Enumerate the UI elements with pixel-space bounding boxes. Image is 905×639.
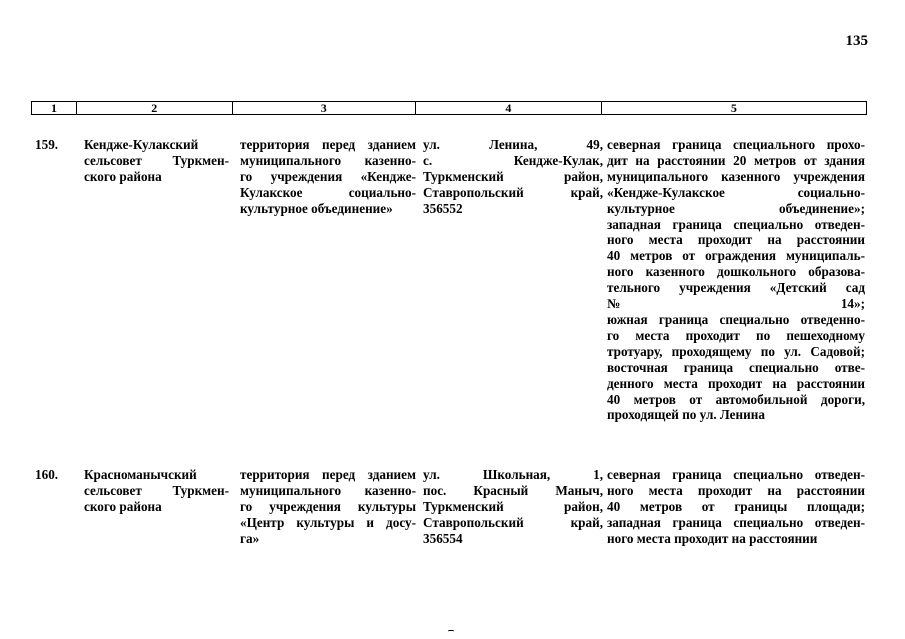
text-line: го учреждения культуры [240, 498, 416, 514]
municipality-name [84, 137, 229, 185]
text-line: 40 метров от ограждения муниципаль- [607, 248, 865, 264]
text-line: западная граница специально отведен- [607, 216, 865, 232]
text-line: го учреждения «Кендже- [240, 168, 416, 184]
text-line: культурное объединение» [240, 200, 393, 216]
text-line: ул. Ленина, 49, [423, 137, 603, 152]
text-line: с. Кендже-Кулак, [423, 152, 603, 168]
page-number: 135 [845, 33, 868, 49]
text-line: ского района [84, 168, 162, 184]
text-line: ного места проходит на расстоянии [607, 482, 865, 498]
address [423, 137, 603, 217]
boundary-description [607, 467, 865, 547]
text-line: № 14»; [607, 296, 865, 312]
text-line: Ставропольский край, [423, 514, 603, 530]
scan-mark [448, 630, 454, 633]
text-line: дит на расстоянии 20 метров от здания [607, 152, 865, 168]
text-line: муниципального казенно- [240, 152, 416, 168]
text-line: сельсовет Туркмен- [84, 152, 229, 168]
row-number: 159. [35, 137, 59, 152]
text-line: ского района [84, 498, 162, 514]
text-line: тротуару, проходящему по ул. Садовой; [607, 343, 865, 359]
text-line: ул. Школьная, 1, [423, 467, 603, 482]
text-line: Туркменский район, [423, 498, 603, 514]
boundary-description [607, 137, 865, 423]
text-line: Кендже-Кулакский [84, 137, 199, 152]
text-line: западная граница специально отведен- [607, 514, 865, 530]
text-line: территория перед зданием [240, 137, 416, 152]
column-header-5: 5 [730, 101, 737, 115]
text-line: территория перед зданием [240, 467, 416, 482]
text-line: ного места проходит на расстоянии [607, 530, 818, 546]
text-line: 356554 [423, 530, 463, 546]
row-number: 160. [35, 467, 59, 482]
text-line: муниципального казенно- [240, 482, 416, 498]
text-line: ного места проходит на расстоянии [607, 232, 865, 248]
text-line: северная граница специального прохо- [607, 137, 865, 152]
text-line: культурное объединение»; [607, 200, 865, 216]
text-line: тельного учреждения «Детский сад [607, 280, 865, 296]
text-line: Красноманычский [84, 467, 197, 482]
text-line: сельсовет Туркмен- [84, 482, 229, 498]
municipality-name [84, 467, 229, 515]
text-line: восточная граница специально отве- [607, 359, 865, 375]
text-line: муниципального казенного учреждения [607, 168, 865, 184]
column-header-4: 4 [416, 102, 602, 114]
text-line: го места проходит по пешеходному [607, 327, 865, 343]
address [423, 467, 603, 547]
text-line: «Центр культуры и досу- [240, 514, 416, 530]
text-line: 40 метров от автомобильной дороги, [607, 391, 865, 407]
text-line: Кулакское социально- [240, 184, 416, 200]
table-header [31, 101, 867, 115]
text-line: пос. Красный Маныч, [423, 482, 603, 498]
text-line: га» [240, 530, 260, 546]
text-line: 356552 [423, 200, 463, 216]
text-line: Туркменский район, [423, 168, 603, 184]
text-line: ного казенного дошкольного образова- [607, 264, 865, 280]
column-header-1: 1 [32, 102, 77, 114]
text-line: северная граница специально отведен- [607, 467, 865, 482]
text-line: южная граница специально отведенно- [607, 311, 865, 327]
territory-description [240, 137, 416, 217]
column-header-3: 3 [233, 102, 417, 114]
text-line: проходящей по ул. Ленина [607, 407, 765, 423]
text-line: 40 метров от границы площади; [607, 498, 865, 514]
column-header-2: 2 [77, 102, 233, 114]
territory-description [240, 467, 416, 547]
text-line: «Кендже-Кулакское социально- [607, 184, 865, 200]
text-line: денного места проходит на расстоянии [607, 375, 865, 391]
text-line: Ставропольский край, [423, 184, 603, 200]
